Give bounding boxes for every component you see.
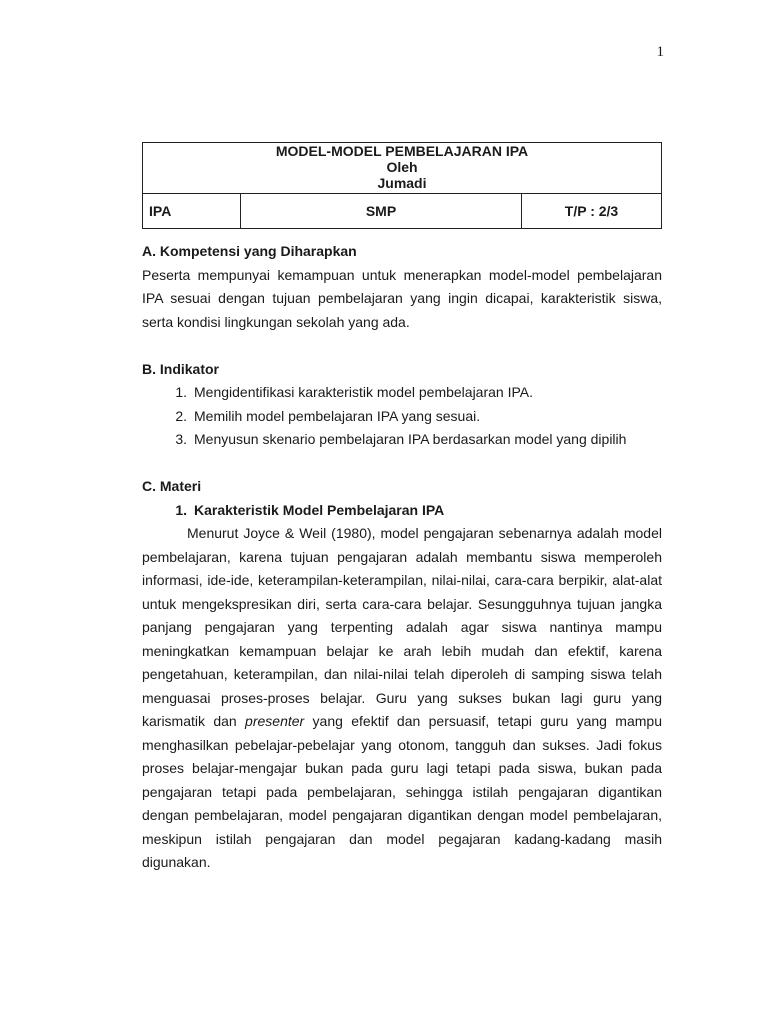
author-name: Jumadi bbox=[377, 175, 427, 191]
list-item bbox=[142, 405, 662, 429]
paragraph-text-part1: Menurut Joyce & Weil (1980), model pengajaran sebenarnya adalah model pembelajaran, karena tujuan pengajaran adalah membantu siswa memperoleh informasi, ide-ide, keterampilan-keterampilan, nilai-nilai, cara-cara berpikir, alat-alat untuk mengekspresikan diri, serta cara-cara belajar. Sesungguhnya tujuan jangka panjang pengajaran yang terpenting adalah agar siswa nantinya mampu meningkatkan kemampuan belajar ke arah lebih mudah dan efektif, karena pengetahuan, keterampilan, dan nilai-nilai telah diperoleh di samping siswa telah menguasai proses-proses belajar. Guru yang sukses bukan lagi guru yang karismatik dan bbox=[142, 525, 662, 729]
emphasized-term: presenter bbox=[245, 713, 305, 729]
section-c-heading: C. Materi bbox=[142, 478, 202, 494]
list-item-number: 1. bbox=[175, 384, 187, 400]
section-b-heading: B. Indikator bbox=[142, 360, 220, 377]
header-info-row bbox=[143, 194, 661, 228]
header-table bbox=[142, 142, 662, 229]
by-label: Oleh bbox=[386, 159, 418, 175]
list-item-text: Memilih model pembelajaran IPA yang sesuai. bbox=[194, 407, 481, 424]
list-item-number: 2. bbox=[175, 407, 187, 424]
header-title-block bbox=[143, 143, 661, 194]
indicator-list bbox=[142, 381, 662, 452]
materi-paragraph bbox=[142, 522, 662, 875]
tp-cell: T/P : 2/3 bbox=[564, 203, 619, 219]
list-item-text: Mengidentifikasi karakteristik model pembelajaran IPA. bbox=[194, 384, 534, 400]
subsection-title: Karakteristik Model Pembelajaran IPA bbox=[194, 501, 445, 518]
document-title: MODEL-MODEL PEMBELAJARAN IPA bbox=[275, 143, 529, 159]
section-a-heading: A. Kompetensi yang Diharapkan bbox=[142, 243, 357, 259]
document-body bbox=[142, 240, 662, 875]
paragraph-text-part2: yang efektif dan persuasif, tetapi guru yang mampu menghasilkan pebelajar-pebelajar yang otonom, tangguh dan sukses. Jadi fokus proses belajar-mengajar bukan pada guru lagi tetapi pada siswa, bukan pada pengajaran tetapi pada pembelajaran, sehingga istilah pengajaran digantikan dengan pembelajaran, model pengajaran digantikan dengan model pembelajaran, meskipun istilah pengajaran dan model pegajaran kadang-kadang masih digunakan. bbox=[142, 713, 662, 870]
subject-cell: IPA bbox=[143, 194, 241, 228]
list-item bbox=[142, 428, 662, 452]
list-item-number: 3. bbox=[175, 431, 187, 447]
section-a-body: Peserta mempunyai kemampuan untuk menerapkan model-model pembelajaran IPA sesuai dengan tujuan pembelajaran yang ingin dicapai, karakteristik siswa, serta kondisi lingkungan sekolah yang ada. bbox=[142, 266, 662, 330]
list-item-text: Menyusun skenario pembelajaran IPA berdasarkan model yang dipilih bbox=[194, 431, 627, 447]
list-item bbox=[142, 381, 662, 405]
subsection-heading bbox=[142, 499, 662, 523]
level-cell: SMP bbox=[241, 194, 522, 228]
subsection-number: 1. bbox=[175, 501, 187, 518]
page-number: 1 bbox=[656, 44, 664, 60]
